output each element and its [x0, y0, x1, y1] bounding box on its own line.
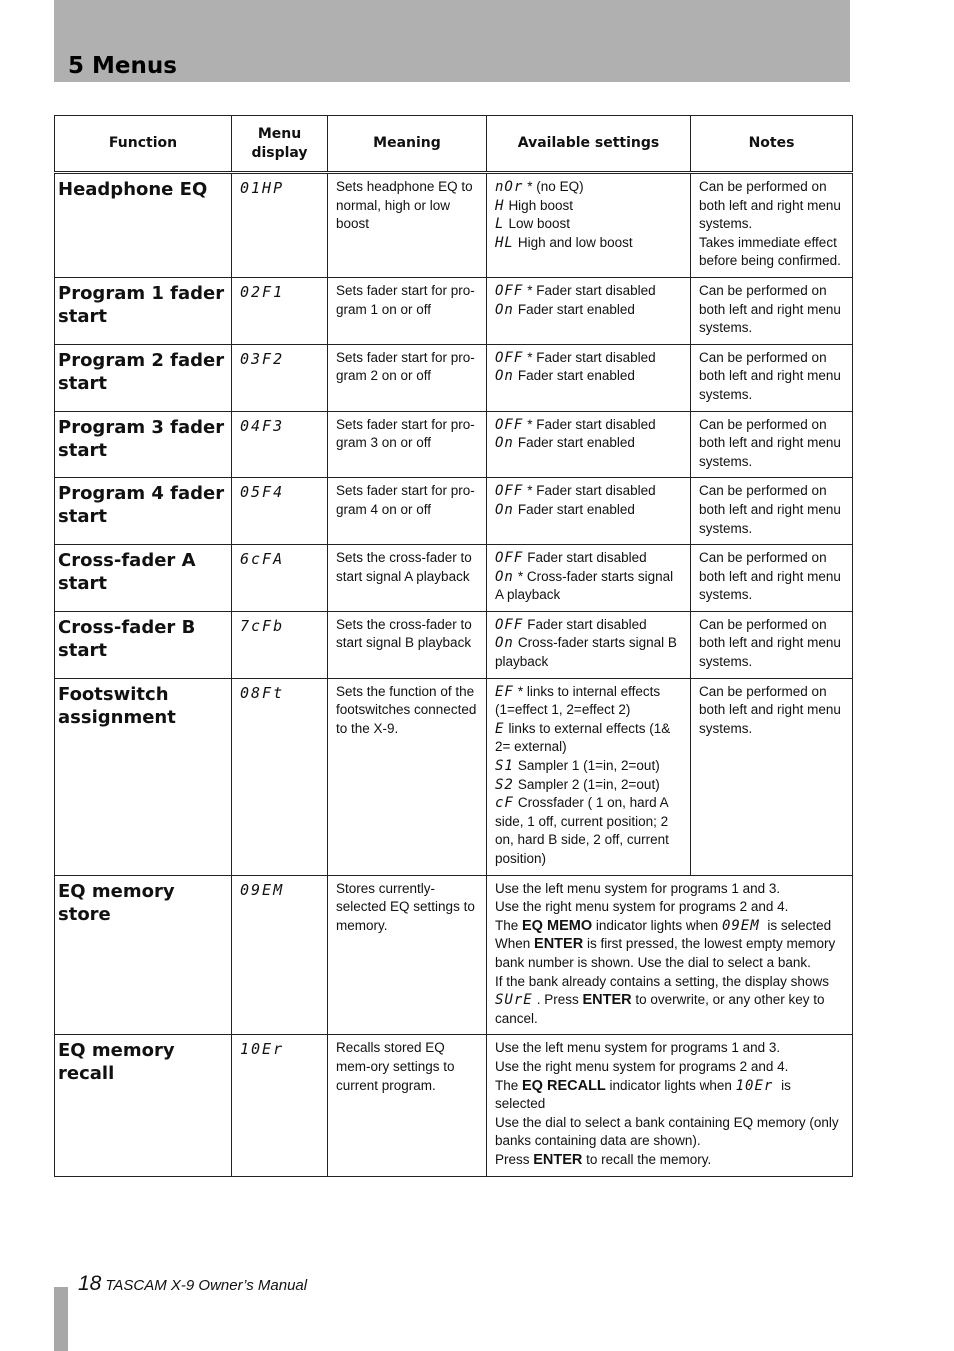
- function-cell: Program 1 fader start: [55, 277, 232, 344]
- lcd-code: On: [495, 368, 514, 385]
- menu-display-cell: 02F1: [232, 277, 328, 344]
- settings-cell: [487, 478, 691, 545]
- lcd-code: On: [495, 635, 514, 652]
- text: Press: [495, 1151, 534, 1167]
- menu-display-cell: 10Er: [232, 1035, 328, 1176]
- settings-notes-cell: [487, 875, 853, 1035]
- menu-display-cell: 7cFb: [232, 611, 328, 678]
- column-header-menu-display: Menu display: [232, 116, 328, 173]
- menu-display-cell: 08Ft: [232, 678, 328, 875]
- setting-option: [495, 568, 682, 605]
- setting-description: Cross-fader starts signal B playback: [495, 635, 677, 670]
- notes-cell: [691, 478, 853, 545]
- notes-cell: [691, 173, 853, 278]
- note-line: Can be performed on both left and right menu systems.: [699, 550, 841, 603]
- setting-description: Fader start enabled: [517, 368, 635, 384]
- note-line: Can be performed on both left and right menu systems.: [699, 179, 841, 232]
- text: is selected: [495, 1077, 791, 1112]
- setting-option: [495, 349, 682, 368]
- page-footer: [78, 1272, 307, 1296]
- note-line: Use the right menu system for programs 2 and 4.: [495, 1058, 789, 1074]
- meaning-cell: Sets fader start for pro-gram 4 on or off: [328, 478, 487, 545]
- setting-option: [495, 634, 682, 671]
- setting-option: [495, 178, 682, 197]
- text: is selected: [763, 917, 832, 933]
- note-line: Use the left menu system for programs 1 and 3.: [495, 880, 781, 896]
- table-header-row: [55, 116, 853, 173]
- setting-description: Low boost: [508, 216, 570, 232]
- meaning-cell: Sets fader start for pro-gram 2 on or off: [328, 344, 487, 411]
- function-cell: EQ memory store: [55, 875, 232, 1035]
- meaning-cell: Recalls stored EQ mem-ory settings to current program.: [328, 1035, 487, 1176]
- setting-option: [495, 776, 682, 795]
- menu-display-cell: 01HP: [232, 173, 328, 278]
- lcd-code: nOr: [495, 179, 524, 195]
- function-cell: Cross-fader B start: [55, 611, 232, 678]
- note-line: Can be performed on both left and right menu systems.: [699, 282, 841, 336]
- text: When: [495, 936, 535, 952]
- text: to recall the memory.: [582, 1151, 712, 1167]
- menu-display-cell: 03F2: [232, 344, 328, 411]
- lcd-code: EF: [495, 683, 514, 700]
- lcd-code: 09EM: [721, 917, 760, 934]
- text: is first pressed, the lowest empty memory bank number is shown. Use the dial to select a bank.: [495, 936, 836, 970]
- notes-cell: [691, 344, 853, 411]
- table-row: [55, 173, 853, 278]
- lcd-code: On: [495, 501, 514, 518]
- notes-cell: [691, 277, 853, 344]
- settings-cell: [487, 411, 691, 478]
- meaning-cell: Sets the cross-fader to start signal A playback: [328, 545, 487, 612]
- setting-description: * Fader start disabled: [527, 282, 656, 298]
- function-cell: Program 4 fader start: [55, 478, 232, 545]
- menu-display-cell: 04F3: [232, 411, 328, 478]
- lcd-code: E: [495, 720, 505, 737]
- setting-description: Crossfader ( 1 on, hard A side, 1 off, current position; 2 on, hard B side, 2 off, current position): [495, 795, 669, 866]
- table-row: [55, 411, 853, 478]
- text: The: [495, 917, 523, 933]
- lcd-code: On: [495, 435, 514, 452]
- meaning-cell: Sets fader start for pro-gram 1 on or off: [328, 277, 487, 344]
- manual-title: TASCAM X-9 Owner’s Manual: [105, 1277, 308, 1294]
- key-label: ENTER: [534, 936, 584, 953]
- note-line: [495, 1077, 844, 1114]
- notes-cell: [691, 611, 853, 678]
- note-line: If the bank already contains a setting, the display shows: [495, 973, 829, 989]
- key-label: ENTER: [533, 1151, 583, 1168]
- menu-display-cell: 6cFA: [232, 545, 328, 612]
- lcd-code: On: [495, 568, 514, 585]
- setting-description: * Fader start disabled: [527, 483, 656, 499]
- setting-option: [495, 549, 682, 568]
- setting-option: [495, 282, 682, 301]
- setting-option: [495, 215, 682, 234]
- table-row: [55, 545, 853, 612]
- setting-option: [495, 434, 682, 453]
- setting-option: [495, 197, 682, 216]
- text: indicator lights when: [592, 917, 722, 933]
- lcd-code: HL: [495, 234, 514, 251]
- setting-option: [495, 301, 682, 320]
- note-line: Can be performed on both left and right menu systems.: [699, 616, 841, 670]
- setting-description: links to external effects (1& 2= external): [495, 720, 671, 755]
- function-cell: Cross-fader A start: [55, 545, 232, 612]
- column-header-available-settings: Available settings: [487, 116, 691, 173]
- setting-option: [495, 616, 682, 635]
- setting-description: * Fader start disabled: [527, 349, 656, 365]
- setting-description: Fader start enabled: [517, 301, 635, 317]
- function-cell: EQ memory recall: [55, 1035, 232, 1176]
- note-line: Use the left menu system for programs 1 and 3.: [495, 1040, 781, 1056]
- setting-description: Sampler 1 (1=in, 2=out): [517, 758, 660, 774]
- lcd-code: OFF: [495, 616, 524, 633]
- meaning-cell: Stores currently-selected EQ settings to memory.: [328, 875, 487, 1035]
- menu-display-cell: 05F4: [232, 478, 328, 545]
- lcd-code: 10Er: [735, 1077, 774, 1094]
- lcd-code: OFF: [495, 483, 524, 500]
- function-cell: Headphone EQ: [55, 173, 232, 278]
- note-line: Can be performed on both left and right menu systems.: [699, 683, 841, 736]
- meaning-cell: Sets the cross-fader to start signal B playback: [328, 611, 487, 678]
- lcd-code: S1: [495, 758, 514, 775]
- lcd-code: OFF: [495, 282, 524, 299]
- table-row: [55, 344, 853, 411]
- settings-cell: [487, 277, 691, 344]
- meaning-cell: Sets fader start for pro-gram 3 on or off: [328, 411, 487, 478]
- setting-description: * (no EQ): [527, 179, 584, 194]
- note-line: Takes immediate effect before being confirmed.: [699, 234, 841, 269]
- note-line: Use the right menu system for programs 2 and 4.: [495, 899, 789, 915]
- menu-display-cell: 09EM: [232, 875, 328, 1035]
- meaning-cell: Sets headphone EQ to normal, high or low boost: [328, 173, 487, 278]
- settings-cell: [487, 611, 691, 678]
- column-header-function: Function: [55, 116, 232, 173]
- note-line: Can be performed on both left and right menu systems.: [699, 349, 841, 402]
- page-title: 5 Menus: [68, 53, 177, 79]
- column-header-notes: Notes: [691, 116, 853, 173]
- note-line: [495, 1151, 844, 1170]
- setting-description: * Fader start disabled: [527, 416, 656, 432]
- text: . Press: [536, 992, 583, 1008]
- table-row: [55, 678, 853, 875]
- note-line: Use the dial to select a bank containing EQ memory (only banks containing data are shown).: [495, 1114, 839, 1149]
- settings-cell: [487, 545, 691, 612]
- lcd-code: cF: [495, 795, 514, 812]
- setting-option: [495, 501, 682, 520]
- lcd-code: L: [495, 216, 505, 233]
- settings-cell: [487, 344, 691, 411]
- setting-option: [495, 757, 682, 776]
- setting-description: Sampler 2 (1=in, 2=out): [517, 776, 660, 792]
- lcd-code: S2: [495, 776, 514, 793]
- setting-description: * links to internal effects (1=effect 1, 2=effect 2): [495, 683, 661, 718]
- header-band: [54, 0, 850, 82]
- lcd-code: OFF: [495, 550, 524, 567]
- setting-option: [495, 720, 682, 757]
- text: indicator lights when: [605, 1077, 736, 1093]
- note-line: [495, 917, 844, 936]
- notes-cell: [691, 678, 853, 875]
- table-row: [55, 478, 853, 545]
- table-row-eq-memory-store: [55, 875, 853, 1035]
- note-line: [495, 935, 844, 972]
- footer-bar: [54, 1287, 68, 1351]
- setting-description: High boost: [508, 197, 573, 213]
- key-label: ENTER: [582, 992, 632, 1009]
- setting-description: Fader start enabled: [517, 501, 635, 517]
- setting-option: [495, 683, 682, 720]
- function-cell: Program 3 fader start: [55, 411, 232, 478]
- function-cell: Program 2 fader start: [55, 344, 232, 411]
- text: to overwrite, or any other key to cancel.: [495, 992, 825, 1026]
- table-row: [55, 277, 853, 344]
- settings-cell: [487, 678, 691, 875]
- lcd-code: H: [495, 197, 505, 214]
- setting-option: [495, 416, 682, 435]
- setting-description: High and low boost: [517, 234, 633, 250]
- note-line: Can be performed on both left and right menu systems.: [699, 416, 841, 469]
- function-cell: Footswitch assignment: [55, 678, 232, 875]
- lcd-code: On: [495, 301, 514, 318]
- setting-option: [495, 794, 682, 868]
- key-label: EQ RECALL: [522, 1077, 606, 1094]
- note-line: Can be performed on both left and right menu systems.: [699, 483, 841, 536]
- settings-notes-cell: [487, 1035, 853, 1176]
- notes-cell: [691, 545, 853, 612]
- notes-cell: [691, 411, 853, 478]
- lcd-code: SUrE: [495, 992, 533, 1009]
- settings-cell: [487, 173, 691, 278]
- setting-description: Fader start disabled: [527, 616, 647, 632]
- meaning-cell: Sets the function of the footswitches connected to the X-9.: [328, 678, 487, 875]
- table-row: [55, 611, 853, 678]
- setting-option: [495, 367, 682, 386]
- lcd-code: OFF: [495, 349, 524, 366]
- menu-table: [54, 115, 853, 1177]
- setting-option: [495, 234, 682, 253]
- table-row-eq-memory-recall: [55, 1035, 853, 1176]
- setting-description: Fader start enabled: [517, 435, 635, 451]
- note-line: [495, 991, 844, 1028]
- lcd-code: OFF: [495, 416, 524, 433]
- setting-option: [495, 482, 682, 501]
- key-label: EQ MEMO: [522, 917, 593, 934]
- setting-description: * Cross-fader starts signal A playback: [495, 568, 674, 603]
- column-header-meaning: Meaning: [328, 116, 487, 173]
- text: The: [495, 1077, 523, 1093]
- setting-description: Fader start disabled: [527, 550, 647, 566]
- page-number: 18: [78, 1272, 102, 1295]
